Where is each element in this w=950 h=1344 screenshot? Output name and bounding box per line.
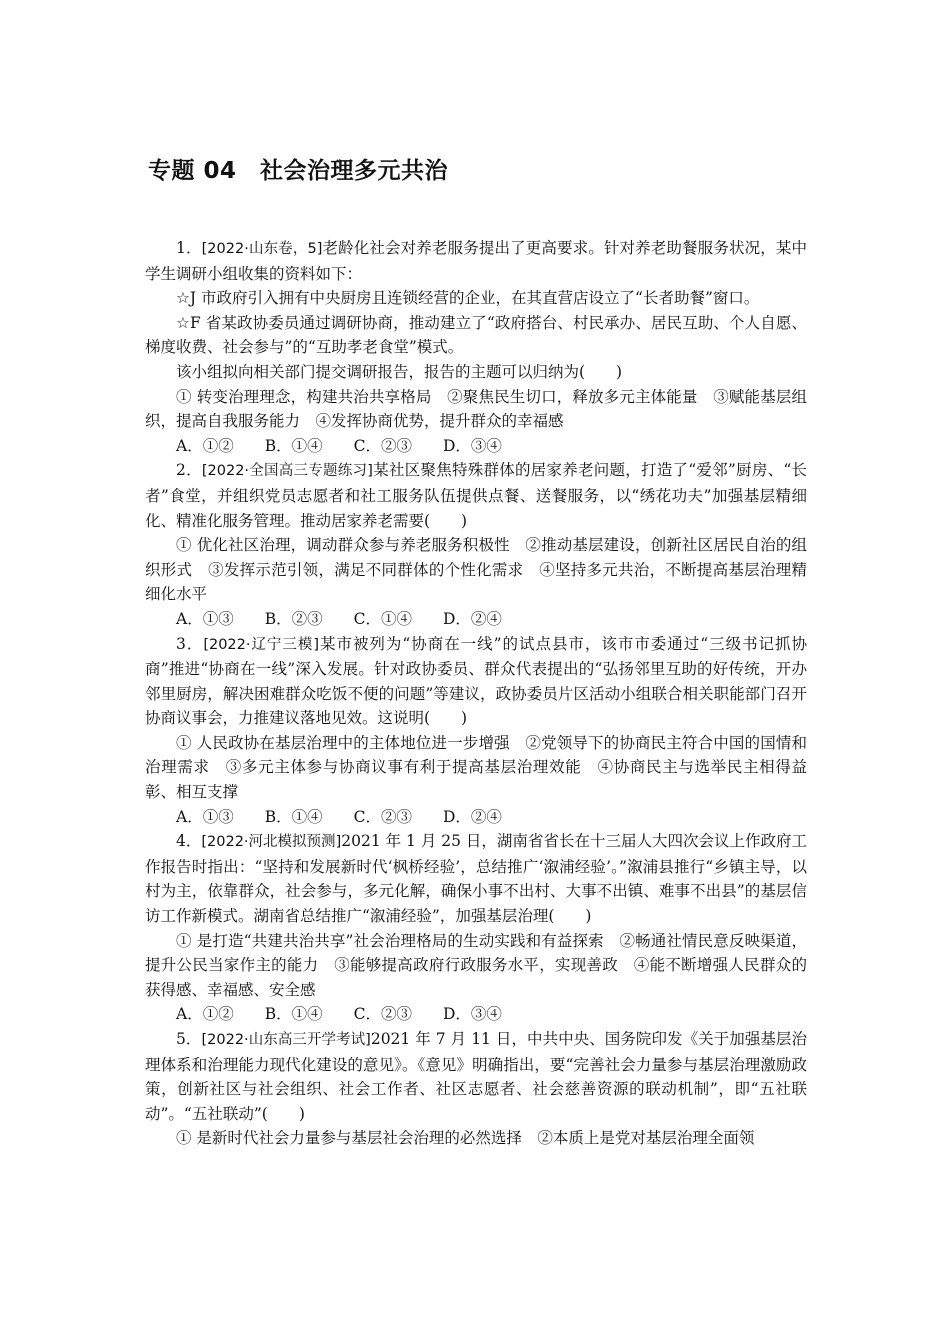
question-source: [2022·全国高三专题练习] (201, 463, 373, 480)
question-text: 2021 年 7 月 11 日，中共中央、国务院印发《关于加强基层治理体系和治理能力现代化建设的意见》。《意见》明确指出，要“完善社会力量参与基层治理激励政策，创新社区与社会组织、社会工作者、社区志愿者、社会慈善资源的联动机制”，即“五社联动”。“五社联动”( ) (145, 1030, 807, 1123)
question-stem (145, 632, 807, 731)
question-text: 2021 年 1 月 25 日，湖南省省长在十三届人大四次会议上作政府工作报告时指出：“坚持和发展新时代‘枫桥经验’，总结推广‘溆浦经验’。”溆浦县推行“乡镇主导，以村为主，依靠群众，社会参与，多元化解，确保小事不出村、大事不出镇、难事不出县”的基层信访工作新模式。湖南省总结推广“溆浦经验”，加强基层治理( ) (145, 832, 807, 926)
question-4 (145, 829, 807, 1027)
question-1 (145, 236, 807, 458)
question-number: 2． (176, 461, 202, 480)
answer-options: A．①② B．①④ C．②③ D．③④ (176, 436, 502, 455)
question-statements: ① 人民政协在基层治理中的主体地位进一步增强 ②党领导下的协商民主符合中国的国情和治理需求 ③多元主体参与协商议事有利于提高基层治理效能 ④协商民主与选举民主相得益彰、相互支撑 (145, 733, 807, 802)
question-number: 5． (176, 1030, 202, 1048)
question-stem (145, 458, 807, 533)
question-3 (145, 632, 807, 830)
question-stem (145, 1027, 807, 1126)
question-stem (145, 236, 807, 286)
question-source: [2022·河北模拟预测] (201, 834, 342, 851)
question-material: ☆F 省某政协委员通过调研协商，推动建立了“政府搭台、村民承办、居民互助、个人自愿、梯度收费、社会参与”的“互助孝老食堂”模式。 (145, 313, 807, 357)
question-text: 某社区聚焦特殊群体的居家养老问题，打造了“爱邻”厨房、“长者”食堂，并组织党员志愿者和社工服务队伍提供点餐、送餐服务，以“绣花功夫”加强基层精细化、精准化服务管理。推动居家养老需要( ) (145, 461, 807, 530)
question-list (145, 236, 807, 1151)
question-statements: ① 转变治理理念，构建共治共享格局 ②聚焦民生切口，释放多元主体能量 ③赋能基层组织，提高自我服务能力 ④发挥协商优势，提升群众的幸福感 (145, 387, 807, 431)
question-stem (145, 829, 807, 928)
question-text: 老龄化社会对养老服务提出了更高要求。针对养老助餐服务状况，某中学生调研小组收集的资料如下： (145, 239, 807, 283)
question-number: 3． (176, 634, 204, 653)
question-statements: ① 是新时代社会力量参与基层社会治理的必然选择 ②本质上是党对基层治理全面领 (176, 1129, 755, 1148)
question-source: [2022·山东高三开学考试] (201, 1032, 371, 1048)
answer-options: A．①③ B．②③ C．①④ D．②④ (176, 609, 502, 628)
question-statements: ① 优化社区治理，调动群众参与养老服务积极性 ②推动基层建设，创新社区居民自治的组织形式 ③发挥示范引领，满足不同群体的个性化需求 ④坚持多元共治，不断提高基层治理精细化水平 (145, 536, 807, 604)
page-title: 专题 04 社会治理多元共治 (148, 158, 449, 184)
question-2 (145, 458, 807, 631)
question-text: 某市被列为“协商在一线”的试点县市，该市市委通过“三级书记抓协商”推进“协商在一线”深入发展。针对政协委员、群众代表提出的“弘扬邻里互助的好传统，开办邻里厨房，解决困难群众吃饭不便的问题”等建议，政协委员片区活动小组联合相关职能部门召开协商议事会，力推建议落地见效。这说明( ) (145, 634, 807, 728)
question-prompt: 该小组拟向相关部门提交调研报告，报告的主题可以归纳为( ) (176, 362, 623, 381)
question-source: [2022·山东卷，5] (201, 241, 323, 257)
answer-options: A．①② B．①④ C．②③ D．③④ (176, 1005, 502, 1024)
question-material: ☆J 市政府引入拥有中央厨房且连锁经营的企业，在其直营店设立了“长者助餐”窗口。 (176, 289, 760, 308)
question-source: [2022·辽宁三模] (203, 636, 320, 653)
question-number: 1． (176, 239, 202, 257)
question-5 (145, 1027, 807, 1151)
answer-options: A．①③ B．①④ C．②③ D．②④ (176, 807, 502, 826)
question-number: 4． (176, 832, 202, 851)
question-statements: ① 是打造“共建共治共享”社会治理格局的生动实践和有益探索 ②畅通社情民意反映渠道，提升公民当家作主的能力 ③能够提高政府行政服务水平，实现善政 ④能不断增强人民群众的获得感、幸福感、安全感 (145, 931, 807, 999)
